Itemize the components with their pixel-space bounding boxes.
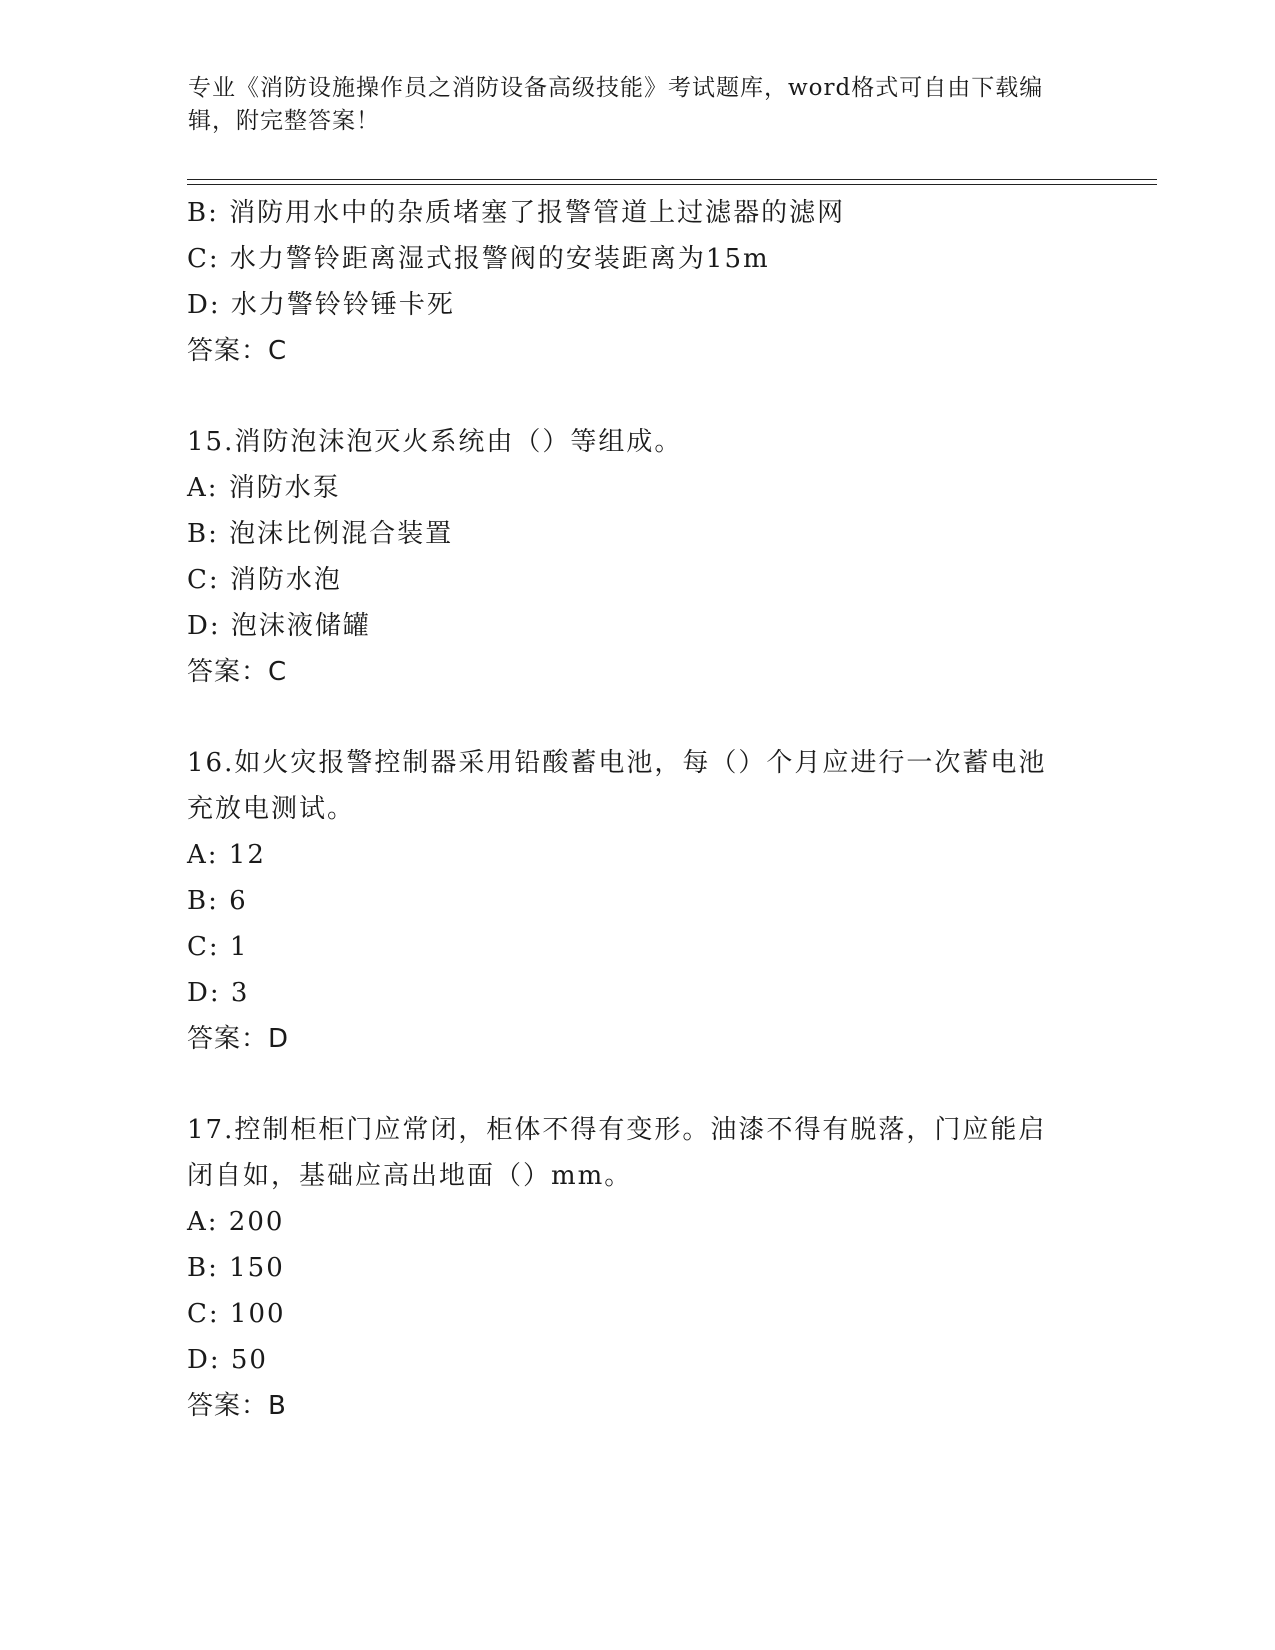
option-c: C: 1 bbox=[187, 932, 249, 962]
option-b: B: 6 bbox=[187, 886, 248, 916]
document-intro: 专业《消防设施操作员之消防设备高级技能》考试题库，word格式可自由下载编辑，附完整答案！ bbox=[188, 75, 1044, 134]
option-a: A: 消防水泵 bbox=[187, 473, 341, 503]
option-d: D: 水力警铃铃锤卡死 bbox=[187, 290, 455, 320]
header-divider-bottom bbox=[187, 184, 1157, 185]
answer-label: 答案：D bbox=[187, 1024, 290, 1054]
option-c: C: 水力警铃距离湿式报警阀的安装距离为15m bbox=[187, 244, 770, 274]
question-16 bbox=[187, 740, 1087, 1062]
option-d: D: 50 bbox=[187, 1345, 268, 1375]
header-divider-top bbox=[187, 179, 1157, 180]
answer-label: 答案：C bbox=[187, 336, 288, 366]
option-a: A: 200 bbox=[187, 1207, 285, 1237]
option-c: C: 100 bbox=[187, 1299, 286, 1329]
answer-label: 答案：C bbox=[187, 657, 288, 687]
question-stem: 17.控制柜柜门应常闭，柜体不得有变形。油漆不得有脱落，门应能启闭自如，基础应高出地面（）mm。 bbox=[187, 1115, 1047, 1191]
option-c: C: 消防水泡 bbox=[187, 565, 342, 595]
question-stem: 16.如火灾报警控制器采用铅酸蓄电池，每（）个月应进行一次蓄电池充放电测试。 bbox=[187, 748, 1047, 824]
question-list bbox=[187, 190, 1087, 1429]
answer-label: 答案：B bbox=[187, 1391, 287, 1421]
option-b: B: 泡沫比例混合装置 bbox=[187, 519, 454, 549]
option-d: D: 泡沫液储罐 bbox=[187, 611, 371, 641]
option-b: B: 150 bbox=[187, 1253, 285, 1283]
question-stem: 15.消防泡沫泡灭火系统由（）等组成。 bbox=[187, 427, 683, 457]
option-b: B: 消防用水中的杂质堵塞了报警管道上过滤器的滤网 bbox=[187, 198, 846, 228]
option-a: A: 12 bbox=[187, 840, 266, 870]
question-14-continued bbox=[187, 190, 1087, 374]
option-d: D: 3 bbox=[187, 978, 250, 1008]
question-15 bbox=[187, 419, 1087, 695]
question-17 bbox=[187, 1107, 1087, 1429]
